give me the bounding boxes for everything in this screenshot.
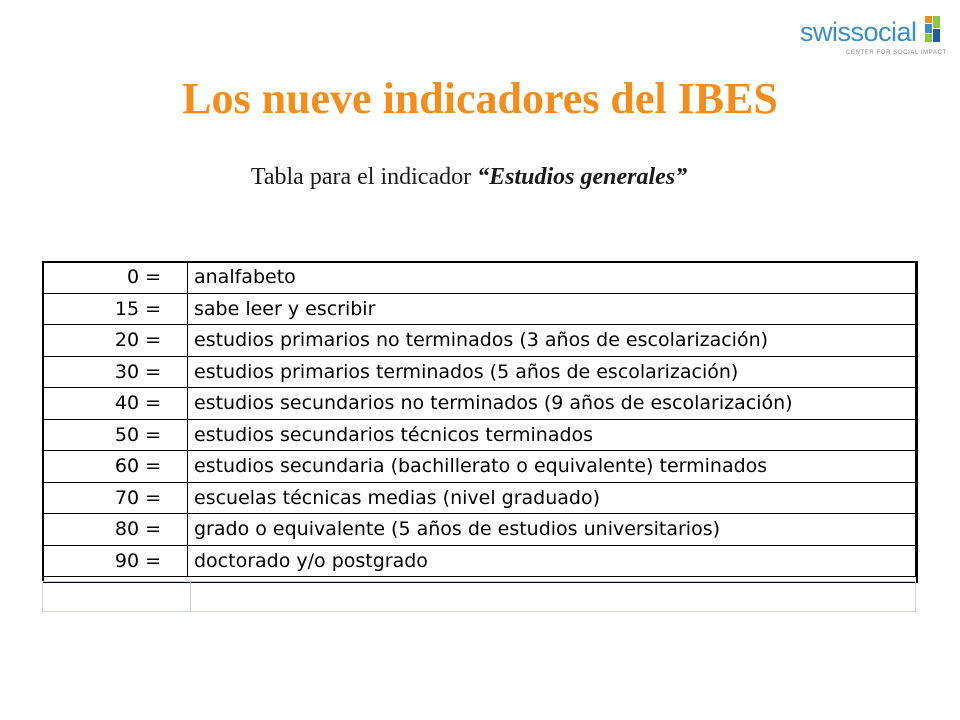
description-cell: grado o equivalente (5 años de estudios universitarios) — [188, 514, 916, 546]
score-cell: 50 = — [43, 419, 188, 451]
score-cell: 30 = — [43, 356, 188, 388]
description-cell: sabe leer y escribir — [188, 293, 916, 325]
score-cell: 40 = — [43, 388, 188, 420]
empty-table-row — [42, 581, 916, 612]
score-cell: 0 = — [43, 262, 188, 294]
score-cell: 80 = — [43, 514, 188, 546]
indicator-table — [42, 261, 916, 577]
empty-row-separator — [190, 582, 191, 611]
table-row — [43, 325, 916, 357]
table-row — [43, 419, 916, 451]
description-cell: doctorado y/o postgrado — [188, 545, 916, 577]
table-row — [43, 388, 916, 420]
table-row — [43, 262, 916, 294]
score-cell: 60 = — [43, 451, 188, 483]
table-row — [43, 482, 916, 514]
description-cell: analfabeto — [188, 262, 916, 294]
table-row — [43, 293, 916, 325]
swissocial-logo — [800, 14, 945, 64]
description-cell: estudios secundarios técnicos terminados — [188, 419, 916, 451]
table-row — [43, 356, 916, 388]
score-cell: 15 = — [43, 293, 188, 325]
description-cell: escuelas técnicas medias (nivel graduado) — [188, 482, 916, 514]
table-row — [43, 514, 916, 546]
logo-squares-icon — [925, 16, 941, 42]
score-cell: 70 = — [43, 482, 188, 514]
subtitle-emphasis: “Estudios generales” — [477, 164, 688, 190]
score-cell: 20 = — [43, 325, 188, 357]
score-cell: 90 = — [43, 545, 188, 577]
description-cell: estudios secundaria (bachillerato o equivalente) terminados — [188, 451, 916, 483]
description-cell: estudios secundarios no terminados (9 años de escolarización) — [188, 388, 916, 420]
logo-tagline: CENTER FOR SOCIAL IMPACT — [846, 50, 947, 56]
indicator-table-container — [42, 261, 918, 577]
page-title: Los nueve indicadores del IBES — [182, 74, 778, 123]
description-cell: estudios primarios terminados (5 años de escolarización) — [188, 356, 916, 388]
description-cell: estudios primarios no terminados (3 años de escolarización) — [188, 325, 916, 357]
table-row — [43, 451, 916, 483]
page-subtitle — [0, 162, 938, 192]
table-row — [43, 545, 916, 577]
logo-wordmark: swissocial — [800, 17, 917, 47]
subtitle-prefix: Tabla para el indicador — [250, 164, 478, 190]
